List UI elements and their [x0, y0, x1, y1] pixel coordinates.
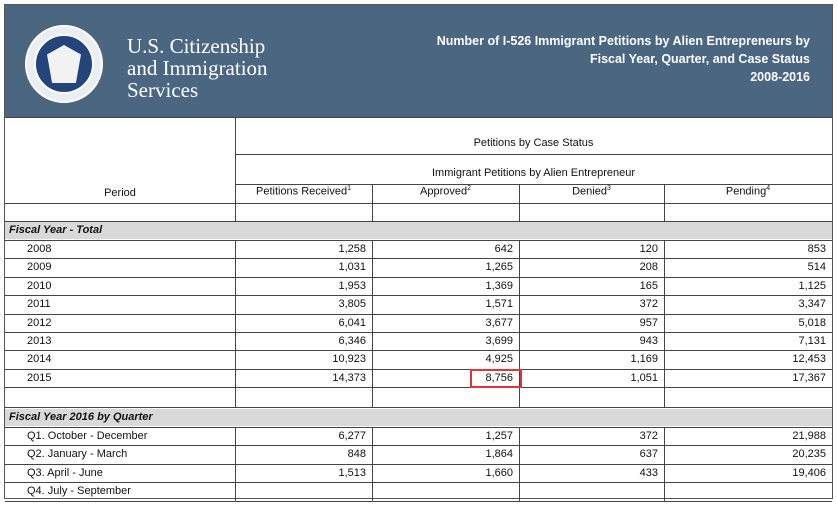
table-cell-period: 2011 [27, 298, 51, 311]
table-cell-period: Q4. July - September [27, 485, 131, 498]
col-header-pending [664, 185, 832, 198]
report-title [380, 32, 810, 86]
agency-name [127, 35, 268, 101]
table-cell-pending: 1,125 [798, 279, 826, 292]
table-cell-received: 1,953 [338, 279, 366, 292]
table-cell-pending: 514 [807, 261, 826, 274]
table-cell-denied: 943 [639, 335, 658, 347]
table-cell-period: 2014 [27, 353, 52, 366]
table-rule [235, 427, 236, 501]
table-rule [372, 427, 373, 501]
table-rule [372, 184, 373, 221]
dhs-seal-logo [25, 25, 103, 103]
table-cell-approved: 3,699 [485, 335, 513, 347]
table-cell-pending: 5,018 [798, 316, 826, 329]
table-cell-denied: 372 [639, 298, 658, 311]
table-cell-approved: 1,369 [485, 279, 513, 292]
table-rule [664, 184, 665, 221]
table-rule [664, 427, 665, 501]
table-cell-pending: 3,347 [798, 298, 826, 311]
table-rule [5, 482, 832, 483]
table-rule [5, 427, 832, 428]
table-cell-received: 1,258 [338, 243, 366, 255]
sub-header: Immigrant Petitions by Alien Entrepreneur [432, 167, 635, 179]
table-cell-pending: 21,988 [792, 430, 826, 442]
table-cell-pending: 12,453 [792, 353, 826, 366]
table-cell-approved: 1,265 [485, 261, 513, 274]
table-cell-period: 2008 [27, 243, 52, 255]
table-cell-period: Q3. April - June [27, 466, 103, 479]
table-rule [5, 295, 832, 296]
table-cell-denied: 165 [639, 279, 658, 292]
table-cell-denied: 637 [639, 448, 658, 461]
col-header-approved-label: Approved [420, 185, 468, 198]
table-cell-received: 6,277 [338, 430, 366, 442]
table-rule [5, 117, 832, 118]
table-rule [235, 240, 236, 407]
table-rule [5, 445, 832, 446]
table-rule [5, 350, 832, 351]
table-cell-received: 6,346 [338, 335, 366, 347]
table-cell-approved: 4,925 [485, 353, 513, 366]
table-cell-received: 3,805 [338, 298, 366, 311]
table-cell-denied: 433 [639, 466, 658, 479]
table-rule [5, 314, 832, 315]
table-rule [5, 258, 832, 259]
table-cell-received: 1,513 [338, 466, 366, 479]
table-cell-pending: 7,131 [798, 335, 826, 347]
table-cell-approved: 3,677 [485, 316, 513, 329]
col-header-approved [372, 185, 519, 198]
table-cell-denied: 1,169 [630, 353, 658, 366]
table-cell-period: 2010 [27, 279, 52, 292]
table-cell-approved: 1,571 [485, 298, 513, 311]
footnote-1: 1 [347, 185, 351, 192]
table-cell-denied: 208 [639, 261, 658, 274]
report-title-line-3: 2008-2016 [750, 70, 810, 84]
table-cell-denied: 957 [639, 316, 658, 329]
table-cell-period: Q2. January - March [27, 448, 128, 461]
table-cell-approved: 1,864 [485, 448, 513, 461]
table-cell-denied: 120 [639, 243, 658, 255]
agency-line-3: Services [127, 78, 199, 102]
section-fy2016-by-quarter: Fiscal Year 2016 by Quarter [5, 409, 832, 426]
table-cell-denied: 1,051 [630, 371, 658, 384]
table-rule [5, 369, 832, 370]
table-rule [5, 277, 832, 278]
group-header: Petitions by Case Status [473, 137, 594, 149]
table-rule [235, 184, 832, 185]
table-rule [235, 117, 236, 221]
table-rule [5, 387, 832, 388]
table-cell-pending: 20,235 [792, 448, 826, 461]
table-cell-received: 14,373 [332, 371, 366, 384]
table-cell-denied: 372 [639, 430, 658, 442]
table-rule [664, 240, 665, 407]
agency-line-1: U.S. Citizenship [127, 34, 266, 58]
table-cell-approved: 642 [494, 243, 513, 255]
footnote-3: 3 [606, 185, 611, 192]
footnote-4: 4 [766, 185, 771, 192]
table-rule [5, 240, 832, 241]
col-header-denied [519, 185, 664, 198]
header-banner [5, 5, 832, 117]
table-cell-pending: 19,406 [792, 466, 826, 479]
table-cell-period: 2009 [27, 261, 52, 274]
table-cell-received: 1,031 [338, 261, 366, 274]
footnote-2: 2 [467, 185, 471, 192]
table-cell-pending: 17,367 [792, 371, 826, 384]
table-cell-period: 2013 [27, 335, 52, 347]
table-cell-approved: 1,257 [485, 430, 513, 442]
table-cell-approved: 8,756 [485, 371, 513, 384]
col-header-received-label: Petitions Received [255, 185, 348, 198]
report-title-line-1: Number of I-526 Immigrant Petitions by Alien Entrepreneurs by [436, 34, 810, 48]
col-header-period: Period [104, 187, 136, 199]
report-page [4, 4, 833, 499]
table-cell-received: 6,041 [338, 316, 366, 329]
col-header-denied-label: Denied [572, 185, 607, 198]
table-rule [519, 184, 520, 221]
table-rule [5, 221, 832, 222]
table-cell-period: 2012 [27, 316, 52, 329]
table-cell-pending: 853 [807, 243, 826, 255]
agency-line-2: and Immigration [127, 56, 268, 80]
table-cell-received: 10,923 [332, 353, 366, 366]
table-cell-period: 2015 [27, 371, 52, 384]
table-rule [5, 501, 832, 502]
table-cell-approved: 1,660 [485, 466, 513, 479]
report-title-line-2: Fiscal Year, Quarter, and Case Status [589, 52, 810, 66]
col-header-received [235, 185, 372, 198]
section-fiscal-year-total: Fiscal Year - Total [5, 222, 832, 239]
col-header-pending-label: Pending [725, 185, 767, 198]
table-rule [235, 154, 832, 155]
table-rule [519, 427, 520, 501]
table-rule [5, 407, 832, 408]
highlight-box-2015-approved [470, 369, 522, 388]
table-rule [5, 464, 832, 465]
table-rule [5, 203, 832, 204]
table-cell-period: Q1. October - December [27, 430, 148, 442]
table-cell-received: 848 [347, 448, 366, 461]
table-rule [5, 332, 832, 333]
table-rule [372, 240, 373, 407]
